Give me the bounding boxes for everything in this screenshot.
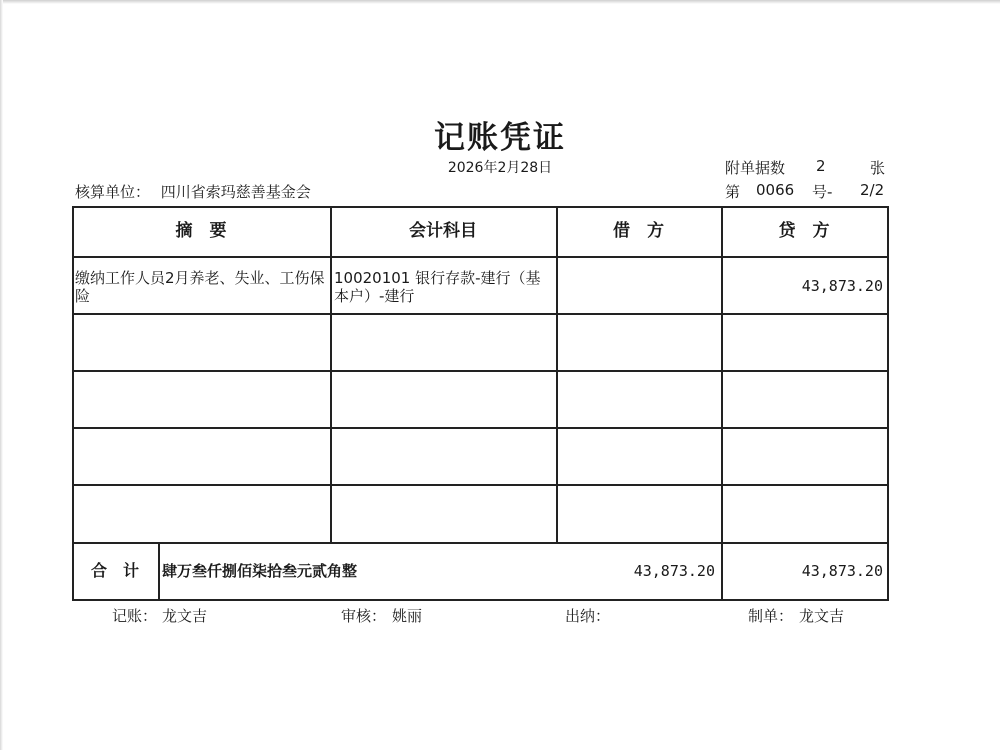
- accounting-unit: [75, 181, 311, 202]
- voucher-number-prefix: 第: [725, 183, 741, 201]
- total-amount-in-words: 肆万叁仟捌佰柒拾叁元贰角整: [162, 562, 358, 580]
- row-divider: [72, 256, 889, 258]
- table-border-right: [887, 206, 889, 600]
- header-account: 会计科目: [409, 221, 477, 241]
- row-divider: [72, 313, 889, 315]
- column-divider: [556, 206, 558, 543]
- voucher-date: 2026年2月28日: [447, 160, 553, 176]
- row-divider: [72, 484, 889, 486]
- row-divider: [72, 370, 889, 372]
- voucher-title: 记账凭证: [434, 120, 566, 156]
- total-label: 合 计: [90, 561, 139, 580]
- voucher-number-suffix: 号-: [812, 183, 833, 201]
- column-divider: [721, 206, 723, 600]
- total-debit: 43,873.20: [633, 562, 715, 580]
- voucher-page: 2/2: [860, 181, 885, 199]
- reviewer-label: 审核：: [341, 607, 387, 625]
- attachments-unit: 张: [870, 159, 886, 177]
- header-credit: 贷 方: [778, 221, 830, 241]
- row-account: 10020101 银行存款-建行（基本户）-建行: [334, 269, 541, 305]
- accounting-unit-label: 核算单位：: [75, 183, 151, 201]
- cashier-label: 出纳：: [565, 607, 611, 625]
- header-debit: 借 方: [613, 221, 664, 241]
- voucher-number: 0066: [756, 181, 795, 199]
- bookkeeper-label: 记账：: [112, 607, 158, 625]
- total-credit: 43,873.20: [801, 562, 883, 580]
- voucher-table: [72, 206, 889, 600]
- preparer-name: 龙文吉: [799, 607, 845, 625]
- reviewer-name: 姚丽: [392, 607, 423, 625]
- accounting-unit-name: 四川省索玛慈善基金会: [160, 183, 311, 201]
- bookkeeper-name: 龙文吉: [162, 607, 208, 625]
- header-summary: 摘 要: [175, 221, 227, 241]
- row-credit: 43,873.20: [801, 277, 883, 295]
- column-divider: [330, 206, 332, 543]
- attachments-count: 2: [816, 157, 826, 175]
- preparer-label: 制单：: [748, 607, 794, 625]
- attachments-label: 附单据数: [725, 159, 786, 177]
- table-border-bottom: [72, 599, 889, 601]
- table-border-left: [72, 206, 74, 600]
- scan-edge-top: [0, 0, 1000, 4]
- row-divider: [72, 542, 889, 544]
- column-divider: [158, 542, 160, 600]
- row-divider: [72, 427, 889, 429]
- row-summary: 缴纳工作人员2月养老、失业、工伤保险: [75, 269, 325, 305]
